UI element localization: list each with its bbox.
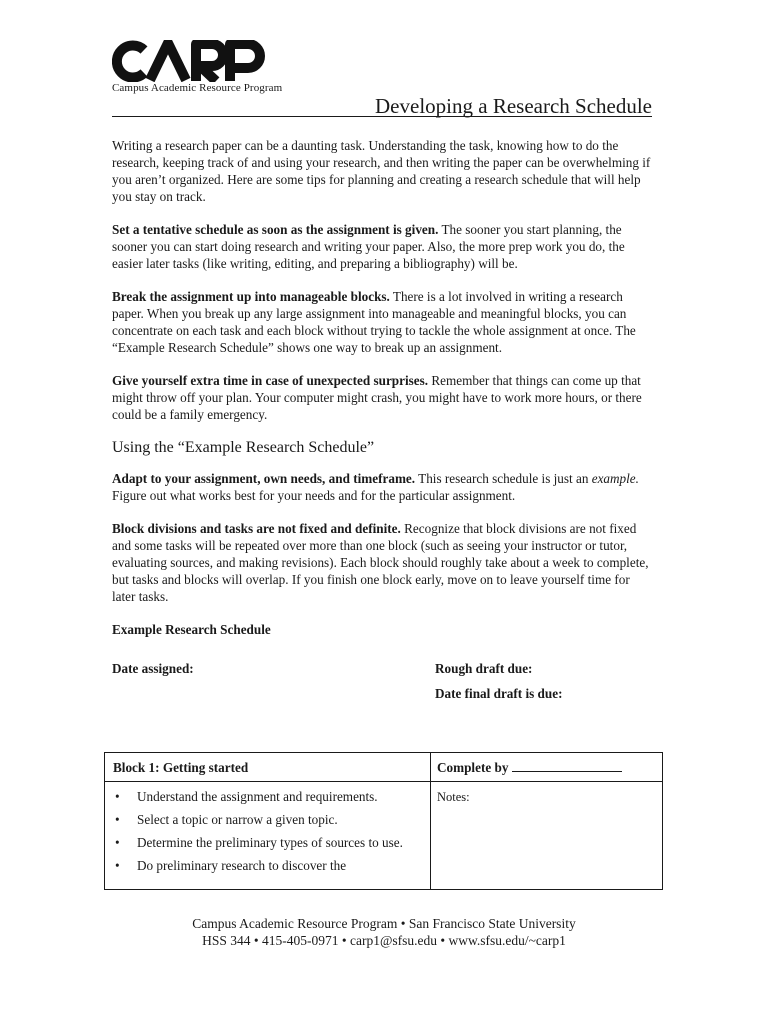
notes-label: Notes: bbox=[437, 790, 470, 804]
tip-paragraph bbox=[112, 288, 652, 356]
tip-lead: Give yourself extra time in case of unexpected surprises. bbox=[112, 373, 429, 388]
block-title: Block 1: Getting started bbox=[113, 760, 249, 775]
task-list bbox=[113, 788, 418, 880]
list-item: • Do preliminary research to discover the bbox=[113, 857, 418, 874]
adapt-text-end: Figure out what works best for your needs and for the particular assignment. bbox=[112, 488, 516, 503]
tip-text: The sooner you start planning, the sooner you can start doing research and writing your paper. Also, the more prep work you do, the easier later tasks (like writing, editing, and preparing a bibliography) will be. bbox=[112, 222, 625, 271]
title-divider bbox=[112, 116, 652, 117]
tip-lead: Break the assignment up into manageable blocks. bbox=[112, 289, 390, 304]
tip-text: There is a lot involved in writing a research paper. When you break up any large assignment into manageable and meaningful blocks, you can concentrate on each task and each block without trying to tackle the whole assignment at once. The “Example Research Schedule” shows one way to break up an assignment. bbox=[112, 289, 636, 355]
blocks-text: Recognize that block divisions are not fixed and some tasks will be repeated over more than one block (such as seeing your instructor or tutor, evaluating sources, and making revisions). Each block should roughly take about a week to complete, but tasks and blocks will overlap. If you finish one block early, move on to leave yourself time for later tasks. bbox=[112, 521, 649, 604]
tip-lead: Set a tentative schedule as soon as the assignment is given. bbox=[112, 222, 439, 237]
date-assigned-label: Date assigned: bbox=[112, 661, 194, 676]
footer-line-institution: Campus Academic Resource Program • San Francisco State University bbox=[192, 916, 576, 931]
intro-paragraph: Writing a research paper can be a daunting task. Understanding the task, knowing how to do the research, keeping track of and using your research, and then writing the paper can be overwhelming if you aren’t organized. Here are some tips for planning and creating a research schedule that will help you stay on track. bbox=[112, 138, 651, 204]
schedule-dates bbox=[112, 660, 652, 720]
list-item: • Understand the assignment and requirements. bbox=[113, 788, 418, 805]
example-schedule-heading: Example Research Schedule bbox=[112, 622, 271, 637]
carp-logo bbox=[112, 40, 292, 94]
complete-by-label: Complete by bbox=[437, 760, 509, 775]
document-body bbox=[112, 137, 652, 720]
adapt-paragraph bbox=[112, 470, 652, 504]
tip-text: Remember that things can come up that might throw off your plan. Your computer might crash, you might have to work more hours, or there could be a family emergency. bbox=[112, 373, 642, 422]
table-row-divider bbox=[105, 781, 662, 782]
table-column-divider bbox=[430, 753, 431, 889]
schedule-table bbox=[104, 752, 663, 890]
list-item: • Determine the preliminary types of sources to use. bbox=[113, 834, 418, 851]
adapt-lead: Adapt to your assignment, own needs, and timeframe. bbox=[112, 471, 416, 486]
tip-paragraph bbox=[112, 372, 652, 423]
blocks-lead: Block divisions and tasks are not fixed and definite. bbox=[112, 521, 401, 536]
adapt-text: This research schedule is just an bbox=[415, 471, 592, 486]
document-title: Developing a Research Schedule bbox=[375, 94, 652, 118]
page-footer bbox=[0, 915, 768, 949]
complete-by-blank bbox=[512, 759, 622, 772]
list-item: • Select a topic or narrow a given topic. bbox=[113, 811, 418, 828]
final-draft-label: Date final draft is due: bbox=[435, 686, 563, 701]
logo-subtitle: Campus Academic Resource Program bbox=[112, 82, 283, 94]
tip-paragraph bbox=[112, 221, 652, 272]
blocks-paragraph bbox=[112, 520, 652, 605]
rough-draft-label: Rough draft due: bbox=[435, 661, 533, 676]
section-heading: Using the “Example Research Schedule” bbox=[112, 439, 375, 456]
carp-logo-mark bbox=[112, 40, 277, 82]
footer-line-contact: HSS 344 • 415-405-0971 • carp1@sfsu.edu • www.sfsu.edu/~carp1 bbox=[202, 933, 566, 948]
complete-by-field bbox=[437, 759, 622, 776]
adapt-italic: example. bbox=[591, 471, 639, 486]
